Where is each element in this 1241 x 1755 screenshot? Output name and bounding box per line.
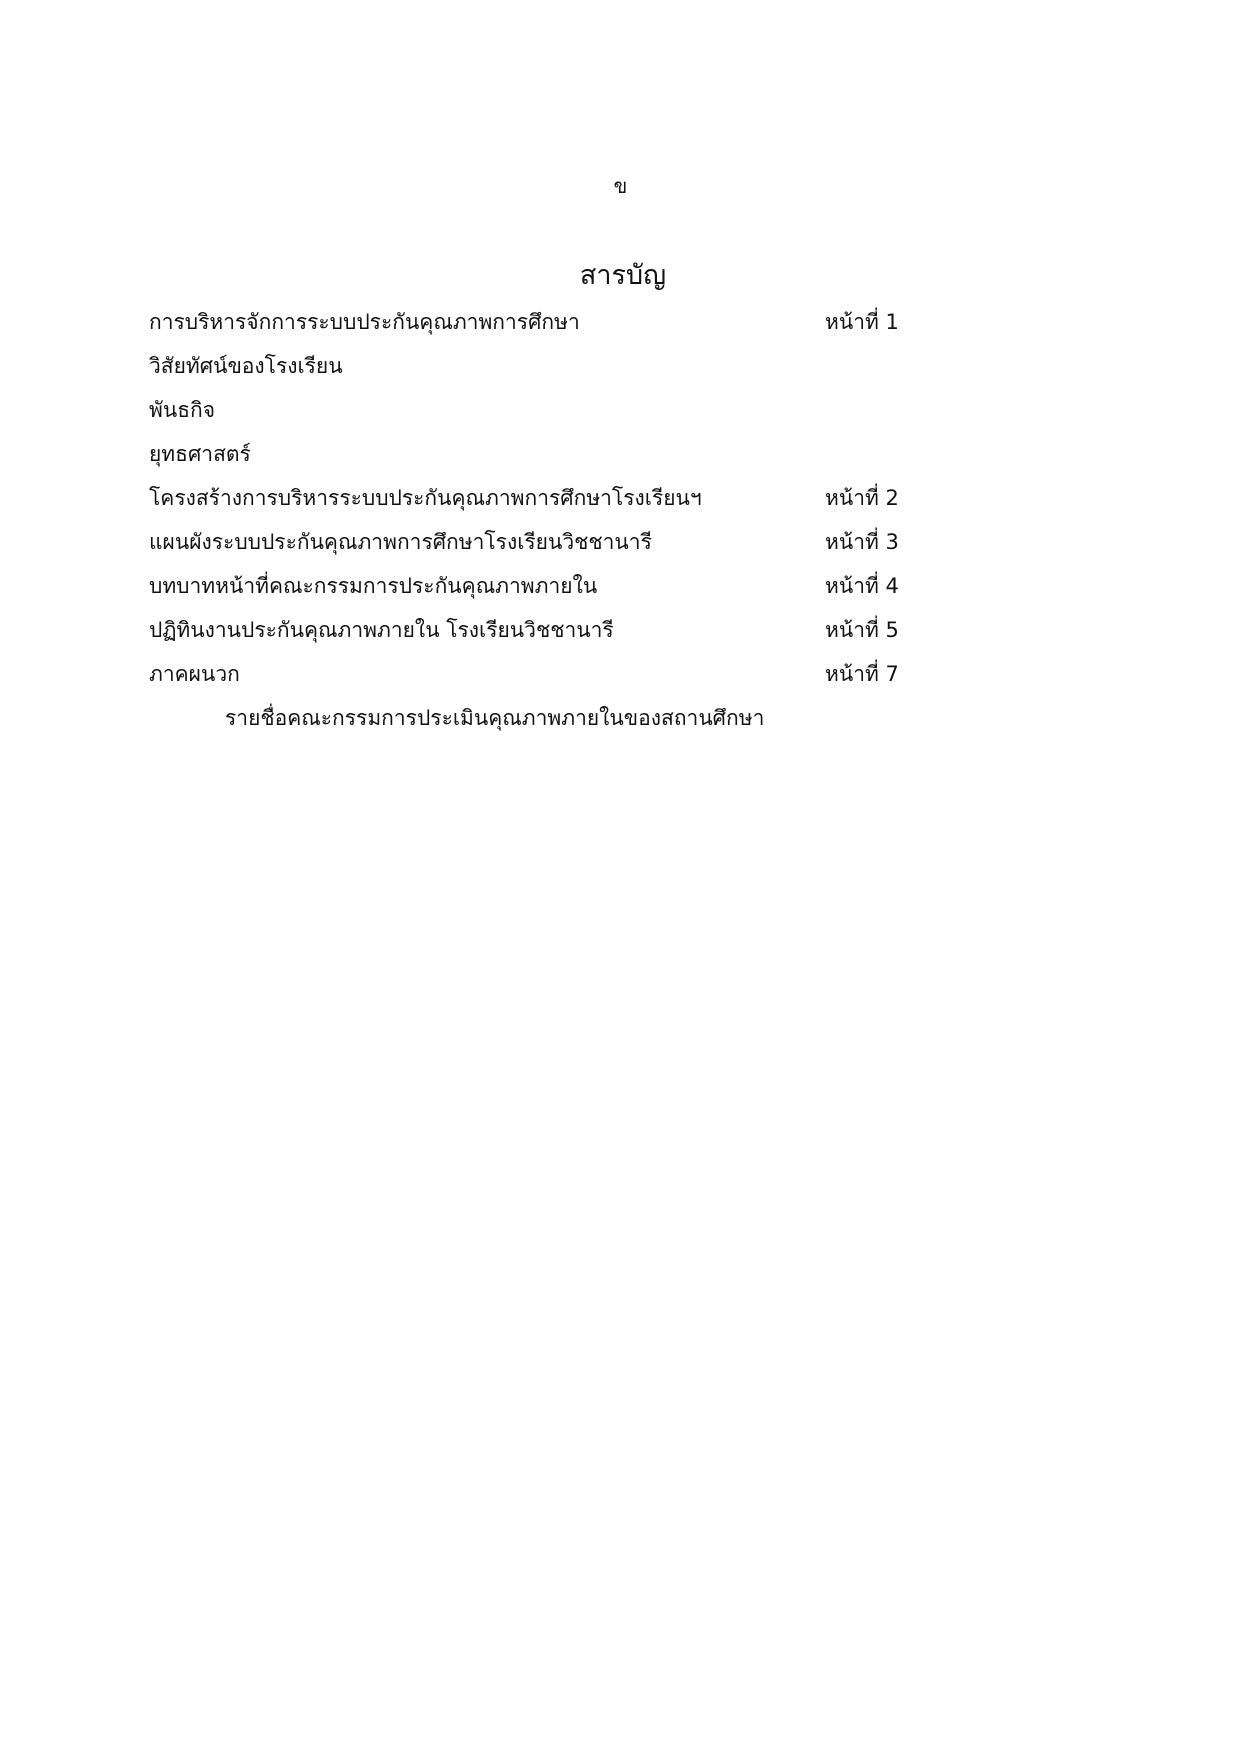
toc-entry-label: พันธกิจ	[149, 398, 216, 422]
toc-entry-label: ภาคผนวก	[149, 662, 240, 686]
toc-title: สารบัญ	[579, 260, 667, 291]
toc-entry-label: ปฏิทินงานประกันคุณภาพภายใน โรงเรียนวิชชานารี	[149, 618, 614, 642]
toc-entry	[149, 524, 909, 568]
table-of-contents	[149, 304, 909, 744]
toc-entry	[149, 480, 909, 524]
toc-entry	[149, 656, 909, 700]
toc-entry	[149, 348, 909, 392]
toc-entry	[149, 392, 909, 436]
toc-entry-label: ยุทธศาสตร์	[149, 442, 251, 466]
toc-entry-label: โครงสร้างการบริหารระบบประกันคุณภาพการศึกษาโรงเรียนฯ	[149, 486, 702, 510]
toc-entry	[149, 436, 909, 480]
toc-entry-page: หน้าที่ 5	[825, 618, 899, 642]
toc-entry-label: แผนผังระบบประกันคุณภาพการศึกษาโรงเรียนวิชชานารี	[149, 530, 652, 554]
toc-entry	[149, 612, 909, 656]
toc-entry	[149, 568, 909, 612]
toc-entry	[149, 304, 909, 348]
toc-entry-page: หน้าที่ 1	[825, 310, 899, 334]
toc-entry-label: การบริหารจักการระบบประกันคุณภาพการศึกษา	[149, 310, 580, 334]
toc-subentry	[149, 700, 909, 744]
toc-entry-page: หน้าที่ 4	[825, 574, 899, 598]
toc-entry-page: หน้าที่ 3	[825, 530, 899, 554]
toc-entry-label: วิสัยทัศน์ของโรงเรียน	[149, 354, 343, 378]
toc-entry-page: หน้าที่ 2	[825, 486, 899, 510]
page-number: ข	[613, 174, 628, 198]
toc-entry-label: รายชื่อคณะกรรมการประเมินคุณภาพภายในของสถานศึกษา	[225, 706, 765, 730]
toc-entry-label: บทบาทหน้าที่คณะกรรมการประกันคุณภาพภายใน	[149, 574, 598, 598]
toc-entry-page: หน้าที่ 7	[825, 662, 899, 686]
